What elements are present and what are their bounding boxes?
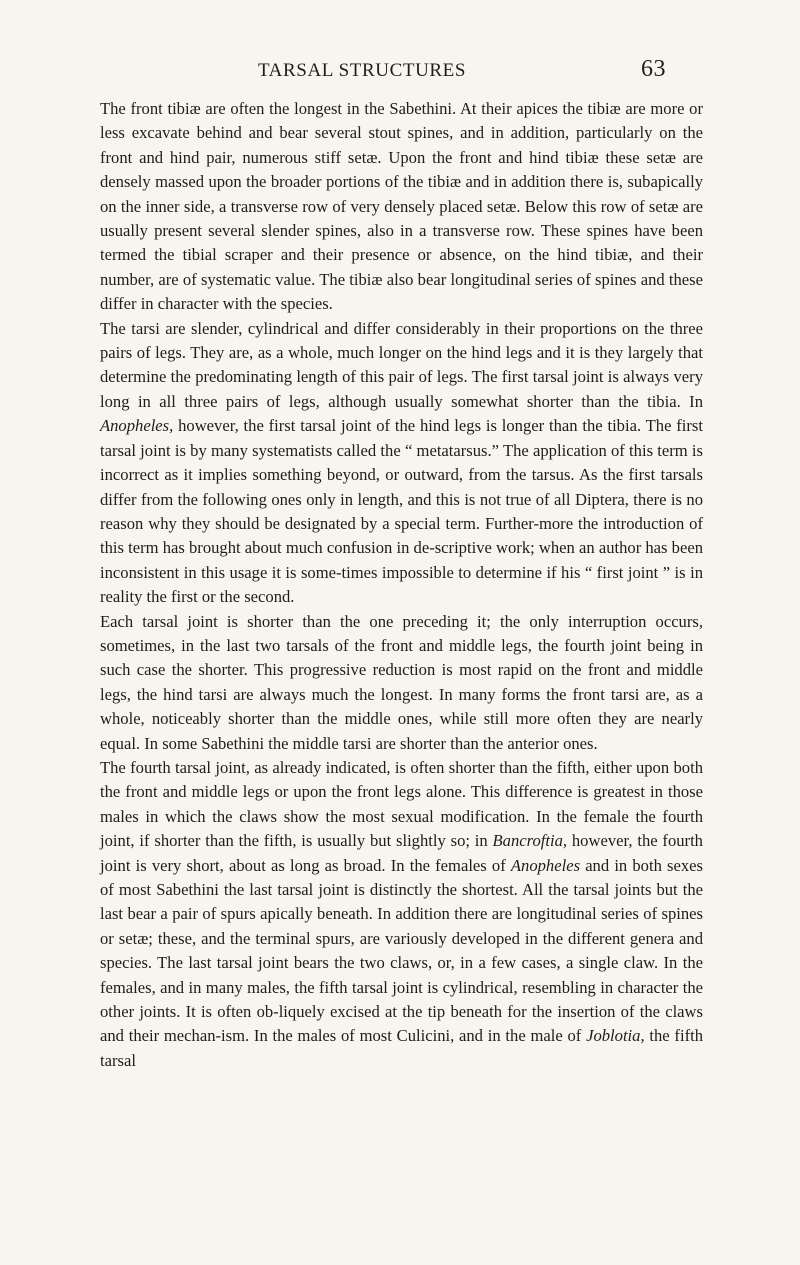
running-head-title: TARSAL STRUCTURES (258, 60, 467, 81)
paragraph-fourth-tarsal-joint: The fourth tarsal joint, as already indicated, is often shorter than the fifth, either upon both the front and middle legs or upon the front legs alone. This difference is greatest in those males in which the claws show the most sexual modification. In the female the fourth joint, if shorter than the fifth, is usually but slightly so; in Bancroftia, however, the fourth joint is very short, about as long as broad. In the females of Anopheles and in both sexes of most Sabethini the last tarsal joint is distinctly the shortest. All the tarsal joints but the last bear a pair of spurs apically beneath. In addition there are longitudinal series of spines or setæ; these, and the terminal spurs, are variously developed in the different genera and species. The last tarsal joint bears the two claws, or, in a few cases, a single claw. In the females, and in many males, the fifth tarsal joint is cylindrical, resembling in character the other joints. It is often ob-liquely excised at the tip beneath for the insertion of the claws and their mechan-ism. In the males of most Culicini, and in the male of Joblotia, the fifth tarsal (100, 757, 703, 1070)
page-number: 63 (641, 56, 666, 82)
italic-term: Anopheles, (100, 416, 174, 436)
italic-term: Anopheles (510, 855, 581, 875)
italic-term: Joblotia, (586, 1026, 645, 1046)
body-text (100, 97, 703, 1073)
paragraph-tarsi-proportions: The tarsi are slender, cylindrical and differ considerably in their proportions on the three pairs of legs. They are, as a whole, much longer on the hind legs and it is they largely that determine the predominating length of this pair of legs. The first tarsal joint is always very long in all three pairs of legs, although usually somewhat shorter than the tibia. In Anopheles, however, the first tarsal joint of the hind legs is longer than the tibia. The first tarsal joint is by many systematists called the “ metatarsus.” The application of this term is incorrect as it implies something beyond, or outward, from the tarsus. As the first tarsals differ from the following ones only in length, and this is not true of all Diptera, there is no reason why they should be designated by a special term. Further-more the introduction of this term has brought about much confusion in de-scriptive work; when an author has been inconsistent in this usage it is some-times impossible to determine if his “ first joint ” is in reality the first or the second. (100, 318, 703, 607)
paragraph-front-tibiae: The front tibiæ are often the longest in the Sabethini. At their apices the tibiæ are more or less excavate behind and bear several stout spines, and in addition, particularly on the front and hind pair, numerous stiff setæ. Upon the front and hind tibiæ these setæ are densely massed upon the broader portions of the tibiæ and in addition there is, subapically on the inner side, a transverse row of very densely placed setæ. Below this row of setæ are usually present several slender spines, also in a transverse row. These spines have been termed the tibial scraper and their presence or absence, on the hind tibiæ, and their number, are of systematic value. The tibiæ also bear longitudinal series of spines and these differ in character with the species. (100, 99, 703, 314)
running-head (0, 56, 800, 86)
italic-term: Bancroftia, (492, 831, 568, 851)
paragraph-tarsal-reduction: Each tarsal joint is shorter than the one preceding it; the only interruption occurs, sometimes, in the last two tarsals of the front and middle legs, the fourth joint being in such case the shorter. This progressive reduction is most rapid on the front and middle legs, the hind tarsi are always much the longest. In many forms the front tarsi are, as a whole, noticeably shorter than the middle ones, while still more often they are nearly equal. In some Sabethini the middle tarsi are shorter than the anterior ones. (100, 611, 703, 753)
